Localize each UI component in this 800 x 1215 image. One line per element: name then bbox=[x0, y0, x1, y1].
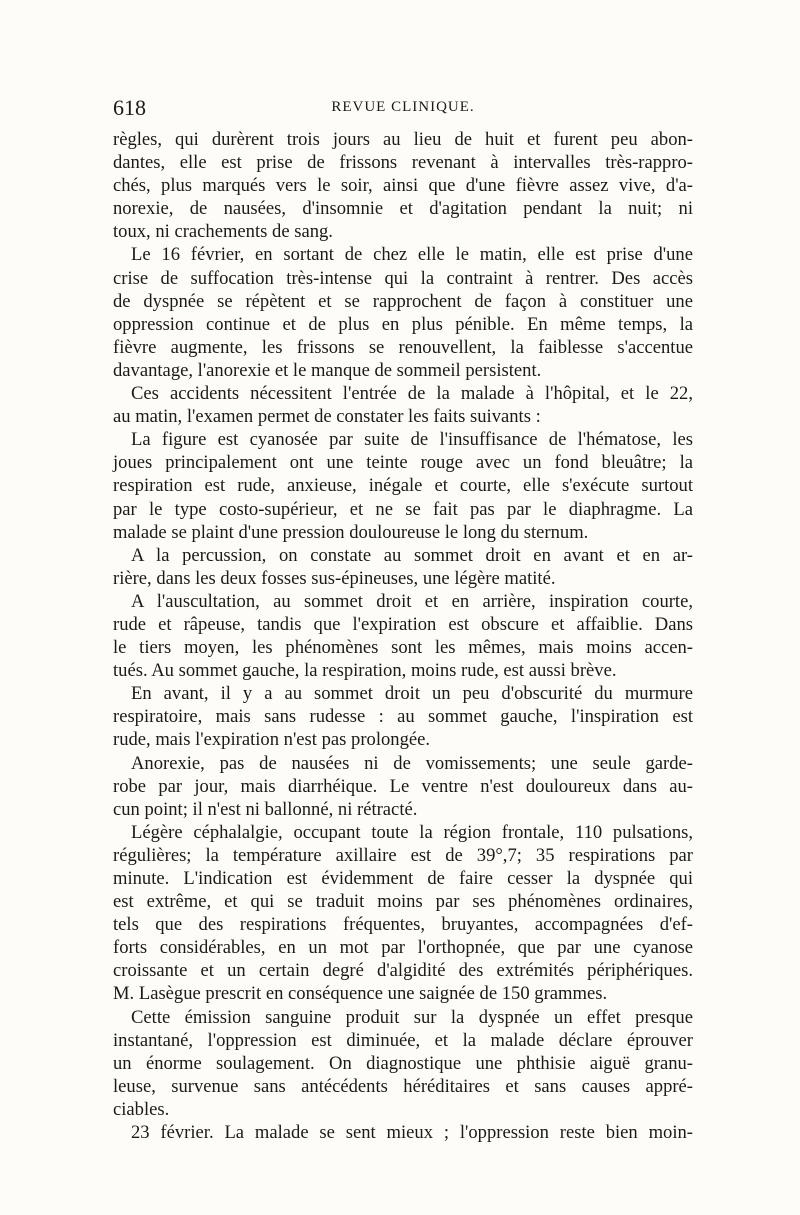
text-line: rière, dans les deux fosses sus-épineuses, une légère matité. bbox=[113, 567, 556, 589]
text-line: au matin, l'examen permet de constater les faits suivants : bbox=[113, 406, 541, 428]
text-line: toux, ni crachements de sang. bbox=[113, 221, 333, 243]
text-line: davantage, l'anorexie et le manque de sommeil persistent. bbox=[113, 359, 542, 381]
page-number: 618 bbox=[113, 95, 146, 120]
text-line: respiratoire, mais sans rudesse : au sommet gauche, l'inspiration est bbox=[113, 706, 693, 728]
text-line: instantané, l'oppression est diminuée, et la malade déclare éprouver bbox=[113, 1029, 693, 1051]
text-line: leuse, survenue sans antécédents héréditaires et sans causes appré- bbox=[113, 1075, 693, 1097]
text-line: par le type costo-supérieur, et ne se fait pas par le diaphragme. La bbox=[113, 498, 693, 520]
text-line: La figure est cyanosée par suite de l'insuffisance de l'hématose, les bbox=[131, 429, 693, 451]
text-line: croissante et un certain degré d'algidité des extrémités périphériques. bbox=[113, 960, 693, 982]
text-line: joues principalement ont une teinte rouge avec un fond bleuâtre; la bbox=[113, 452, 693, 474]
text-line: régulières; la température axillaire est de 39°,7; 35 respirations par bbox=[113, 844, 693, 866]
text-line: robe par jour, mais diarrhéique. Le ventre n'est douloureux dans au- bbox=[113, 775, 693, 797]
text-line: oppression continue et de plus en plus pénible. En même temps, la bbox=[113, 313, 693, 335]
text-line: dantes, elle est prise de frissons revenant à intervalles très-rappro- bbox=[113, 152, 693, 174]
page-header bbox=[113, 95, 693, 119]
text-line: cun point; il n'est ni ballonné, ni rétracté. bbox=[113, 798, 418, 820]
text-line: forts considérables, en un mot par l'orthopnée, que par une cyanose bbox=[113, 937, 693, 959]
text-line: Le 16 février, en sortant de chez elle le matin, elle est prise d'une bbox=[131, 244, 693, 266]
text-line: le tiers moyen, les phénomènes sont les mêmes, mais moins accen- bbox=[113, 637, 693, 659]
text-line: règles, qui durèrent trois jours au lieu de huit et furent peu abon- bbox=[113, 129, 693, 150]
text-line: tués. Au sommet gauche, la respiration, moins rude, est aussi brève. bbox=[113, 660, 617, 682]
body-text bbox=[113, 128, 693, 1144]
text-line: rude, mais l'expiration n'est pas prolongée. bbox=[113, 729, 431, 751]
text-line: tels que des respirations fréquentes, bruyantes, accompagnées d'ef- bbox=[113, 914, 693, 936]
text-line: A la percussion, on constate au sommet droit en avant et en ar- bbox=[131, 544, 693, 566]
text-line: minute. L'indication est évidemment de faire cesser la dyspnée qui bbox=[113, 868, 693, 889]
text-line: malade se plaint d'une pression douloureuse le long du sternum. bbox=[113, 521, 589, 543]
text-line: norexie, de nausées, d'insomnie et d'agitation pendant la nuit; ni bbox=[113, 198, 693, 220]
text-line: respiration est rude, anxieuse, inégale et courte, elle s'exécute surtout bbox=[113, 475, 693, 497]
text-line: Légère céphalalgie, occupant toute la région frontale, 110 pulsations, bbox=[131, 821, 693, 843]
text-line: crise de suffocation très-intense qui la contraint à rentrer. Des accès bbox=[113, 267, 693, 289]
text-line: un énorme soulagement. On diagnostique une phthisie aiguë granu- bbox=[113, 1052, 693, 1074]
text-line: fièvre augmente, les frissons se renouvellent, la faiblesse s'accentue bbox=[113, 336, 693, 358]
text-line: rude et râpeuse, tandis que l'expiration est obscure et affaiblie. Dans bbox=[113, 613, 693, 635]
text-line: 23 février. La malade se sent mieux ; l'oppression reste bien moin- bbox=[131, 1122, 693, 1144]
text-line: M. Lasègue prescrit en conséquence une saignée de 150 grammes. bbox=[113, 983, 608, 1005]
text-line: Ces accidents nécessitent l'entrée de la malade à l'hôpital, et le 22, bbox=[131, 383, 693, 405]
text-line: En avant, il y a au sommet droit un peu d'obscurité du murmure bbox=[131, 683, 693, 705]
text-line: Anorexie, pas de nausées ni de vomissements; une seule garde- bbox=[131, 752, 693, 774]
running-title: REVUE CLINIQUE. bbox=[331, 99, 475, 115]
text-line: A l'auscultation, au sommet droit et en arrière, inspiration courte, bbox=[131, 590, 693, 612]
text-line: ciables. bbox=[113, 1098, 170, 1120]
text-line: de dyspnée se répètent et se rapprochent de façon à constituer une bbox=[113, 290, 693, 312]
text-line: est extrême, et qui se traduit moins par ses phénomènes ordinaires, bbox=[113, 891, 693, 913]
text-line: chés, plus marqués vers le soir, ainsi que d'une fièvre assez vive, d'a- bbox=[113, 175, 693, 197]
text-line: Cette émission sanguine produit sur la dyspnée un effet presque bbox=[131, 1006, 693, 1028]
